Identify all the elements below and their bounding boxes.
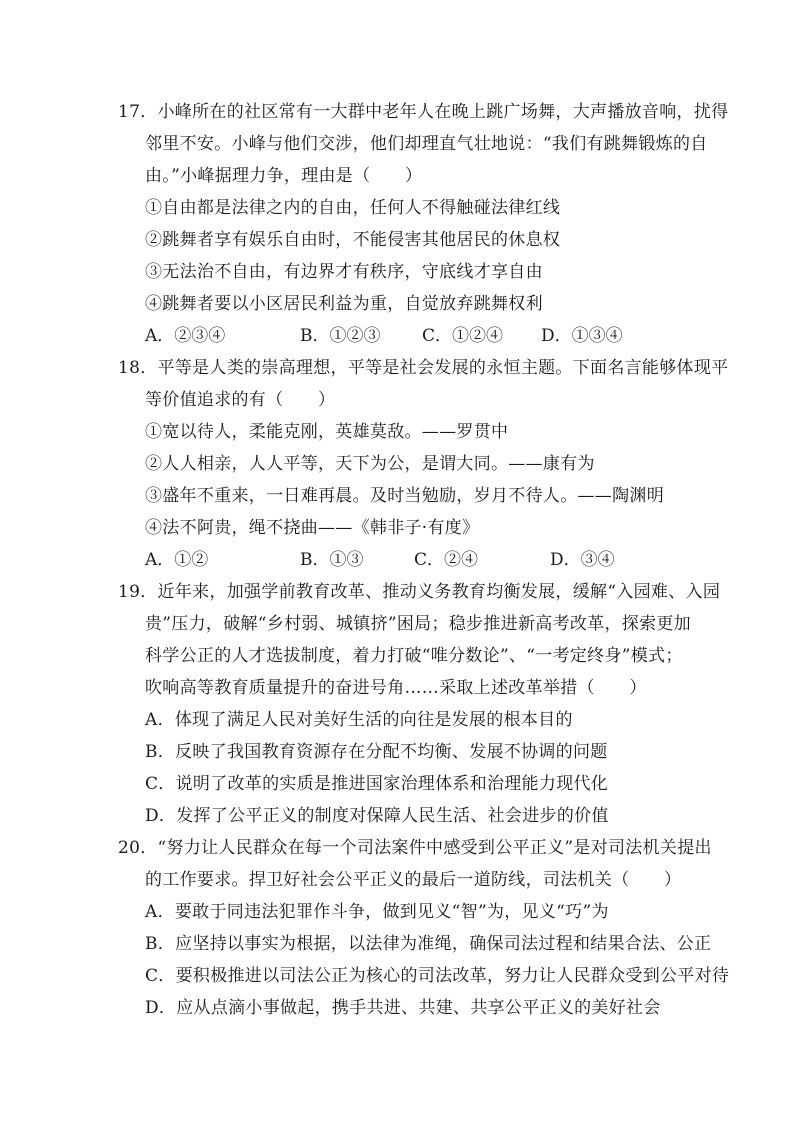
- q17-statement-3: ③无法治不自由，有边界才有秩序，守底线才享自由: [145, 262, 543, 282]
- q18-statement-4: ④法不阿贵，绳不挠曲——《韩非子·有度》: [145, 518, 480, 538]
- q17-option-b: B．①②③: [300, 326, 381, 346]
- q17-stem-line-1: 17．小峰所在的社区常有一大群中老年人在晚上跳广场舞，大声播放音响，扰得: [118, 102, 729, 122]
- q20-stem-line-1: 20．“努力让人民群众在每一个司法案件中感受到公平正义”是对司法机关提出: [118, 838, 712, 858]
- q17-options: [145, 326, 665, 346]
- q19-option-b: B．反映了我国教育资源存在分配不均衡、发展不协调的问题: [145, 742, 608, 762]
- q19-stem-line-3: 科学公正的人才选拔制度，着力打破“唯分数论”、“一考定终身”模式；: [145, 646, 683, 666]
- q18-statement-1: ①宽以待人，柔能克刚，英雄莫敌。——罗贯中: [145, 422, 509, 442]
- q20-stem-line-2: 的工作要求。捍卫好社会公平正义的最后一道防线，司法机关（ ）: [145, 870, 682, 890]
- q17-option-a: A．②③④: [145, 326, 226, 346]
- q19-option-c: C．说明了改革的实质是推进国家治理体系和治理能力现代化: [145, 774, 609, 794]
- q18-statement-2: ②人人相亲，人人平等，天下为公，是谓大同。——康有为: [145, 454, 595, 474]
- q18-option-d: D．③④: [550, 550, 615, 570]
- q17-statement-1: ①自由都是法律之内的自由，任何人不得触碰法律红线: [145, 198, 561, 218]
- q18-stem-line-2: 等价值追求的有（ ）: [145, 390, 336, 410]
- q20-option-d: D．应从点滴小事做起，携手共进、共建、共享公平正义的美好社会: [145, 998, 661, 1018]
- q19-stem-line-2: 贵”压力，破解“乡村弱、城镇挤”困局；稳步推进新高考改革，探索更加: [145, 614, 691, 634]
- q17-statement-4: ④跳舞者要以小区居民利益为重，自觉放弃跳舞权利: [145, 294, 543, 314]
- q18-statement-3: ③盛年不重来，一日难再晨。及时当勉励，岁月不待人。——陶渊明: [145, 486, 664, 506]
- q19-option-d: D．发挥了公平正义的制度对保障人民生活、社会进步的价值: [145, 806, 609, 826]
- q18-option-c: C．②④: [414, 550, 479, 570]
- q19-option-a: A．体现了满足人民对美好生活的向往是发展的根本目的: [145, 710, 573, 730]
- q17-stem-line-3: 由。”小峰据理力争，理由是（ ）: [145, 166, 423, 186]
- q17-statement-2: ②跳舞者享有娱乐自由时，不能侵害其他居民的休息权: [145, 230, 561, 250]
- q19-stem-line-1: 19．近年来，加强学前教育改革、推动义务教育均衡发展，缓解“入园难、入园: [118, 582, 721, 602]
- q20-option-c: C．要积极推进以司法公正为核心的司法改革，努力让人民群众受到公平对待: [145, 966, 730, 986]
- q19-stem-line-4: 吹响高等教育质量提升的奋进号角……采取上述改革举措（ ）: [145, 678, 647, 698]
- q20-option-b: B．应坚持以事实为根据，以法律为准绳，确保司法过程和结果合法、公正: [145, 934, 712, 954]
- q18-options: [145, 550, 665, 570]
- q18-option-b: B．①③: [300, 550, 364, 570]
- q18-stem-line-1: 18．平等是人类的崇高理想，平等是社会发展的永恒主题。下面名言能够体现平: [118, 358, 729, 378]
- q17-stem-line-2: 邻里不安。小峰与他们交涉，他们却理直气壮地说：“我们有跳舞锻炼的自: [145, 134, 708, 154]
- q17-option-d: D．①③④: [541, 326, 623, 346]
- q17-option-c: C．①②④: [422, 326, 504, 346]
- q20-option-a: A．要敢于同违法犯罪作斗争，做到见义“智”为，见义“巧”为: [145, 902, 609, 922]
- q18-option-a: A．①②: [145, 550, 209, 570]
